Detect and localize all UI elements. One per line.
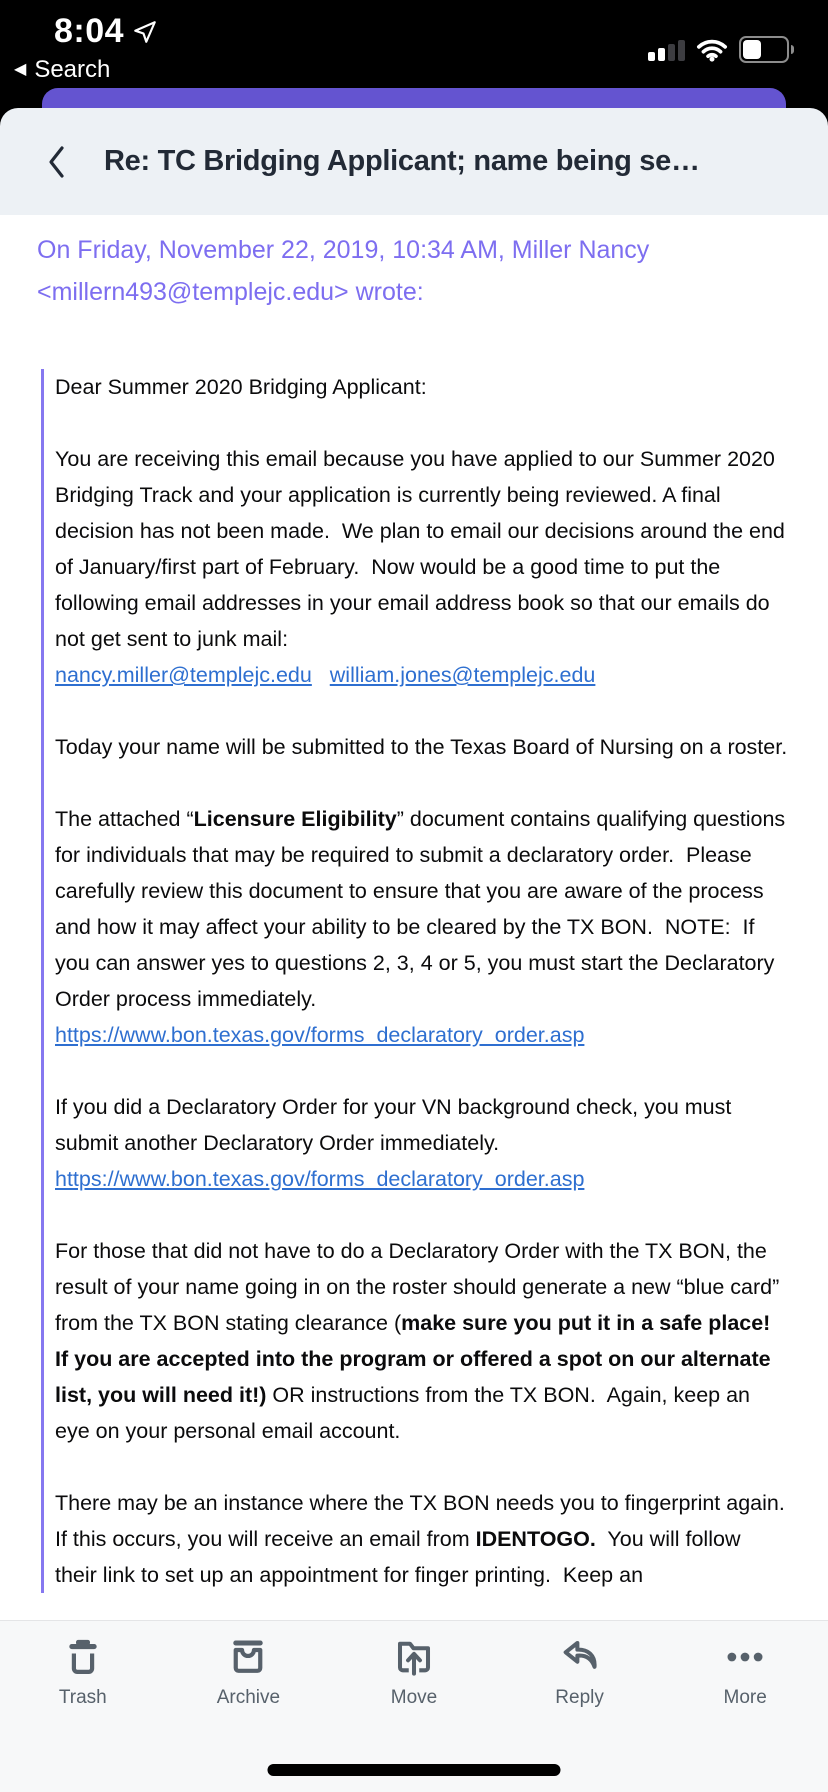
signal-bar	[648, 52, 655, 61]
toolbar-item-label: Trash	[58, 1687, 107, 1708]
trash-icon	[62, 1636, 104, 1678]
text-segment: You will follow their link to set up an appointment for finger printing. Keep an	[55, 1527, 747, 1587]
quoted-message	[41, 369, 797, 1593]
toolbar-item-label: Archive	[216, 1687, 281, 1708]
wifi-icon	[696, 37, 728, 62]
email-paragraph	[55, 729, 788, 765]
toolbar-item-trash[interactable]	[0, 1621, 166, 1792]
text-segment	[312, 663, 330, 687]
text-segment: If you did a Declaratory Order for your VN background check, you must submit another Declaratory Order immediately.	[55, 1095, 738, 1155]
clock-time: 8:04	[54, 12, 125, 50]
email-link[interactable]: https://www.bon.texas.gov/forms_declaratory_order.asp	[55, 1167, 585, 1191]
email-paragraph	[55, 1089, 788, 1197]
email-paragraph	[55, 369, 788, 405]
quote-attribution: On Friday, November 22, 2019, 10:34 AM, Miller Nancy <millern493@templejc.edu> wrote:	[37, 236, 650, 306]
text-segment: Dear Summer 2020 Bridging Applicant:	[55, 375, 427, 399]
move-icon	[393, 1636, 435, 1678]
location-arrow-icon	[132, 19, 158, 45]
bold-text-segment: IDENTOGO.	[475, 1527, 596, 1551]
home-indicator[interactable]	[268, 1764, 561, 1776]
archive-icon	[227, 1636, 269, 1678]
email-paragraph	[55, 801, 792, 1053]
subject-title: Re: TC Bridging Applicant; name being se…	[104, 145, 700, 177]
email-link[interactable]: william.jones@templejc.edu	[329, 663, 596, 687]
text-segment: ” document contains qualifying questions for individuals that may be required to submit a declaratory order. Please carefully review this document to ensure that you are aware of the process and how it may affect your ability to be cleared by the TX BON. NOTE: If you can answer yes to questions 2, 3, 4 or 5, you must start the Declaratory Order process immediately.	[55, 807, 792, 1011]
text-segment: The attached “	[55, 807, 194, 831]
email-link[interactable]: https://www.bon.texas.gov/forms_declaratory_order.asp	[55, 1023, 585, 1047]
text-segment: There may be an instance where the TX BON needs you to fingerprint again. If this occurs, you will receive an email from	[55, 1491, 797, 1551]
signal-bar	[668, 44, 675, 61]
more-icon	[724, 1636, 766, 1678]
status-indicators	[648, 36, 794, 63]
email-link[interactable]: nancy.miller@templejc.edu	[55, 663, 312, 687]
reply-icon	[559, 1636, 601, 1678]
email-body[interactable]	[0, 215, 828, 1620]
email-paragraph	[55, 441, 791, 693]
toolbar-item-label: Reply	[555, 1687, 604, 1708]
email-paragraph	[55, 1233, 788, 1449]
signal-bar	[658, 48, 665, 61]
toolbar-item-label: More	[723, 1687, 767, 1708]
toolbar-item-label: Move	[390, 1687, 438, 1708]
back-app-label: Search	[34, 56, 111, 83]
cellular-signal-icon	[648, 39, 685, 61]
back-triangle-icon: ◀	[14, 61, 27, 78]
back-chevron-icon[interactable]	[45, 145, 67, 179]
bold-text-segment: Licensure Eligibility	[193, 807, 397, 831]
email-paragraph	[55, 1485, 797, 1593]
bold-text-segment: make sure you put it in a safe place! If you are accepted into the program or offered a spot on our alternate list, you will need it!)	[55, 1311, 783, 1407]
text-segment: You are receiving this email because you have applied to our Summer 2020 Bridging Track and your application is currently being reviewed. A final decision has not been made. We plan to email our decisions around the end of January/first part of February. Now would be a good time to put the following email addresses in your email address book so that our emails do not get sent to junk mail:	[55, 447, 791, 651]
battery-icon	[739, 36, 794, 63]
text-segment: OR instructions from the TX BON. Again, keep an eye on your personal email account.	[55, 1383, 756, 1443]
text-segment: Today your name will be submitted to the Texas Board of Nursing on a roster.	[55, 735, 788, 759]
message-header	[0, 108, 828, 215]
back-to-app-breadcrumb[interactable]	[14, 56, 110, 84]
toolbar-item-more[interactable]	[662, 1621, 828, 1792]
signal-bar	[678, 40, 685, 61]
status-time-group	[54, 12, 158, 51]
text-segment: For those that did not have to do a Declaratory Order with the TX BON, the result of your name going in on the roster should generate a new “blue card” from the TX BON stating clearance (	[55, 1239, 786, 1335]
